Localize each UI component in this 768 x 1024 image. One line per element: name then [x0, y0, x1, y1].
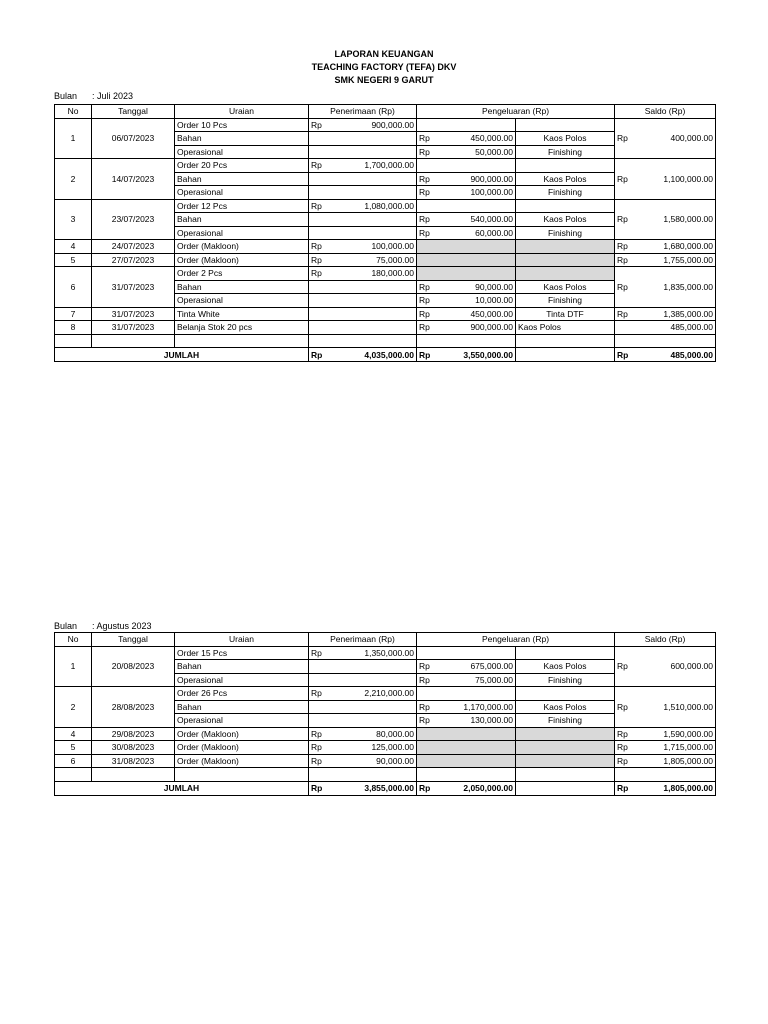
col-uraian: Uraian: [175, 633, 309, 647]
rp-label: Rp: [419, 674, 430, 685]
total-pengeluaran: [417, 781, 516, 795]
row-uraian: Belanja Stok 20 pcs: [175, 321, 309, 335]
amount: 1,715,000.00: [663, 742, 714, 753]
row-saldo: [615, 199, 716, 240]
row-pengeluaran: [417, 226, 516, 240]
total-saldo: [615, 348, 716, 362]
amount: 1,590,000.00: [663, 728, 714, 739]
row-saldo: [615, 253, 716, 267]
amount: 130,000.00: [470, 715, 513, 726]
blank-row: [55, 334, 716, 348]
row-pengeluaran: [417, 321, 516, 335]
rp-label: Rp: [311, 268, 322, 279]
row-note: Kaos Polos: [516, 321, 615, 335]
row-pengeluaran: [417, 673, 516, 687]
row-pengeluaran: [417, 714, 516, 728]
row-no: 8: [55, 321, 92, 335]
row-uraian: Order 2 Pcs: [175, 267, 309, 281]
amount: 900,000.00: [470, 173, 513, 184]
total-row: [55, 348, 716, 362]
rp-label: Rp: [617, 742, 628, 753]
row-no: 2: [55, 687, 92, 728]
amount: 1,805,000.00: [663, 755, 714, 766]
amount: 50,000.00: [475, 146, 513, 157]
amount: 1,580,000.00: [663, 214, 714, 225]
rp-label: Rp: [419, 295, 430, 306]
amount: 1,385,000.00: [663, 308, 714, 319]
row-note: Kaos Polos: [516, 132, 615, 146]
row-note: Kaos Polos: [516, 280, 615, 294]
amount: 1,100,000.00: [663, 173, 714, 184]
row-penerimaan: [309, 199, 417, 213]
amount: 900,000.00: [371, 119, 414, 130]
row-no: 6: [55, 754, 92, 768]
row-no: 7: [55, 307, 92, 321]
amount: 4,035,000.00: [364, 349, 414, 360]
amount: 180,000.00: [371, 268, 414, 279]
row-date: 20/08/2023: [92, 646, 175, 687]
rp-label: Rp: [419, 173, 430, 184]
table-row: [55, 240, 716, 254]
row-uraian: Order (Makloon): [175, 240, 309, 254]
row-date: 27/07/2023: [92, 253, 175, 267]
amount: 1,680,000.00: [663, 241, 714, 252]
row-date: 31/07/2023: [92, 321, 175, 335]
row-uraian: Bahan: [175, 132, 309, 146]
rp-label: Rp: [419, 661, 430, 672]
amount: 900,000.00: [470, 322, 513, 333]
row-date: 06/07/2023: [92, 118, 175, 159]
rp-label: Rp: [419, 783, 431, 793]
table-row: [55, 646, 716, 660]
row-no: 3: [55, 199, 92, 240]
amount: 125,000.00: [371, 742, 414, 753]
month-value: : Agustus 2023: [92, 621, 152, 631]
report-title: LAPORAN KEUANGAN: [334, 49, 434, 59]
amount: 1,510,000.00: [663, 701, 714, 712]
row-pengeluaran: [417, 145, 516, 159]
row-note: Kaos Polos: [516, 660, 615, 674]
rp-label: Rp: [311, 728, 322, 739]
amount: 10,000.00: [475, 295, 513, 306]
august-report-table: [54, 632, 716, 796]
row-uraian: Operasional: [175, 714, 309, 728]
row-uraian: Bahan: [175, 280, 309, 294]
rp-label: Rp: [617, 281, 628, 292]
rp-label: Rp: [419, 715, 430, 726]
table-row: [55, 321, 716, 335]
rp-label: Rp: [617, 661, 628, 672]
rp-label: Rp: [311, 200, 322, 211]
rp-label: Rp: [311, 349, 323, 360]
amount: 1,805,000.00: [663, 783, 714, 793]
total-row: [55, 781, 716, 795]
rp-label: Rp: [617, 241, 628, 252]
row-note: Kaos Polos: [516, 213, 615, 227]
total-label: JUMLAH: [55, 781, 309, 795]
amount: 540,000.00: [470, 214, 513, 225]
table-row: [55, 741, 716, 755]
col-pengeluaran: Pengeluaran (Rp): [417, 633, 615, 647]
month-value: : Juli 2023: [92, 91, 134, 101]
amount: 60,000.00: [475, 227, 513, 238]
row-saldo: [615, 727, 716, 741]
row-no: 2: [55, 159, 92, 200]
rp-label: Rp: [419, 308, 430, 319]
row-penerimaan: [309, 253, 417, 267]
rp-label: Rp: [311, 742, 322, 753]
row-saldo: [615, 754, 716, 768]
row-uraian: Order (Makloon): [175, 727, 309, 741]
total-penerimaan: [309, 781, 417, 795]
rp-label: Rp: [311, 254, 322, 265]
row-penerimaan: [309, 727, 417, 741]
row-note: Finishing: [516, 226, 615, 240]
total-pengeluaran: [417, 348, 516, 362]
school-name: SMK NEGERI 9 GARUT: [334, 75, 434, 85]
row-date: 31/07/2023: [92, 307, 175, 321]
row-date: 31/08/2023: [92, 754, 175, 768]
rp-label: Rp: [419, 214, 430, 225]
row-no: 4: [55, 240, 92, 254]
rp-label: Rp: [419, 187, 430, 198]
col-pengeluaran: Pengeluaran (Rp): [417, 105, 615, 119]
row-saldo: [615, 646, 716, 687]
amount: 2,050,000.00: [463, 783, 513, 793]
row-uraian: Order (Makloon): [175, 253, 309, 267]
col-no: No: [55, 105, 92, 119]
row-uraian: Order 10 Pcs: [175, 118, 309, 132]
row-note: Kaos Polos: [516, 700, 615, 714]
amount: 1,350,000.00: [364, 647, 414, 658]
amount: 1,700,000.00: [364, 160, 414, 171]
rp-label: Rp: [617, 133, 628, 144]
row-date: 23/07/2023: [92, 199, 175, 240]
july-report-table: [54, 104, 716, 362]
row-uraian: Bahan: [175, 172, 309, 186]
row-pengeluaran: [417, 186, 516, 200]
rp-label: Rp: [419, 701, 430, 712]
row-uraian: Bahan: [175, 700, 309, 714]
rp-label: Rp: [419, 146, 430, 157]
row-no: 1: [55, 118, 92, 159]
row-penerimaan: [309, 240, 417, 254]
row-uraian: Operasional: [175, 226, 309, 240]
amount: 1,755,000.00: [663, 254, 714, 265]
row-uraian: Operasional: [175, 145, 309, 159]
amount: 90,000.00: [475, 281, 513, 292]
row-penerimaan: [309, 646, 417, 660]
amount: 485,000.00: [670, 349, 714, 360]
total-label: JUMLAH: [55, 348, 309, 362]
amount: 3,550,000.00: [463, 349, 513, 360]
rp-label: Rp: [617, 783, 629, 793]
col-saldo: Saldo (Rp): [615, 105, 716, 119]
row-pengeluaran: [417, 700, 516, 714]
row-penerimaan: [309, 754, 417, 768]
col-saldo: Saldo (Rp): [615, 633, 716, 647]
row-date: 30/08/2023: [92, 741, 175, 755]
row-uraian: Tinta White: [175, 307, 309, 321]
row-no: 5: [55, 741, 92, 755]
july-month-label: [54, 90, 133, 102]
col-no: No: [55, 633, 92, 647]
row-saldo: [615, 687, 716, 728]
row-uraian: Operasional: [175, 186, 309, 200]
table-header-row: [55, 105, 716, 119]
col-tanggal: Tanggal: [92, 105, 175, 119]
rp-label: Rp: [311, 783, 323, 793]
amount: 1,080,000.00: [364, 200, 414, 211]
month-label: Bulan: [54, 91, 78, 101]
table-row: [55, 307, 716, 321]
row-pengeluaran: [417, 307, 516, 321]
rp-label: Rp: [617, 728, 628, 739]
row-no: 6: [55, 267, 92, 308]
total-saldo: [615, 781, 716, 795]
report-subtitle: TEACHING FACTORY (TEFA) DKV: [311, 62, 457, 72]
row-uraian: Order (Makloon): [175, 754, 309, 768]
august-month-label: [54, 620, 152, 632]
rp-label: Rp: [419, 133, 430, 144]
rp-label: Rp: [617, 173, 628, 184]
row-date: 24/07/2023: [92, 240, 175, 254]
row-uraian: Bahan: [175, 213, 309, 227]
row-no: 5: [55, 253, 92, 267]
row-pengeluaran: [417, 294, 516, 308]
rp-label: Rp: [311, 647, 322, 658]
rp-label: Rp: [311, 241, 322, 252]
amount: 675,000.00: [470, 661, 513, 672]
row-saldo: [615, 307, 716, 321]
amount: 75,000.00: [475, 674, 513, 685]
row-pengeluaran: [417, 660, 516, 674]
amount: 100,000.00: [371, 241, 414, 252]
row-pengeluaran: [417, 132, 516, 146]
table-row: [55, 253, 716, 267]
table-row: [55, 159, 716, 173]
rp-label: Rp: [617, 755, 628, 766]
amount: 450,000.00: [470, 308, 513, 319]
amount: 600,000.00: [670, 661, 714, 672]
col-tanggal: Tanggal: [92, 633, 175, 647]
amount: 3,855,000.00: [364, 783, 414, 793]
amount: 75,000.00: [376, 254, 414, 265]
row-pengeluaran: [417, 172, 516, 186]
row-no: 1: [55, 646, 92, 687]
amount: 450,000.00: [470, 133, 513, 144]
row-date: 31/07/2023: [92, 267, 175, 308]
row-pengeluaran: [417, 213, 516, 227]
row-note: Kaos Polos: [516, 172, 615, 186]
rp-label: Rp: [617, 308, 628, 319]
row-uraian: Bahan: [175, 660, 309, 674]
row-uraian: Order 26 Pcs: [175, 687, 309, 701]
row-uraian: Order (Makloon): [175, 741, 309, 755]
rp-label: Rp: [617, 214, 628, 225]
row-penerimaan: [309, 118, 417, 132]
amount: 100,000.00: [470, 187, 513, 198]
rp-label: Rp: [311, 755, 322, 766]
amount: 2,210,000.00: [364, 688, 414, 699]
rp-label: Rp: [617, 349, 629, 360]
row-saldo: [615, 118, 716, 159]
table-header-row: [55, 633, 716, 647]
row-penerimaan: [309, 159, 417, 173]
row-uraian: Order 20 Pcs: [175, 159, 309, 173]
amount: 80,000.00: [376, 728, 414, 739]
row-uraian: Order 12 Pcs: [175, 199, 309, 213]
table-row: [55, 199, 716, 213]
row-date: 29/08/2023: [92, 727, 175, 741]
table-row: [55, 118, 716, 132]
row-date: 28/08/2023: [92, 687, 175, 728]
amount: 1,170,000.00: [463, 701, 513, 712]
row-penerimaan: [309, 267, 417, 281]
row-note: Tinta DTF: [516, 307, 615, 321]
table-row: [55, 727, 716, 741]
row-no: 4: [55, 727, 92, 741]
blank-row: [55, 768, 716, 782]
table-row: [55, 267, 716, 281]
month-label: Bulan: [54, 621, 78, 631]
rp-label: Rp: [311, 688, 322, 699]
col-penerimaan: Penerimaan (Rp): [309, 633, 417, 647]
table-row: [55, 687, 716, 701]
row-penerimaan: [309, 687, 417, 701]
row-saldo: [615, 240, 716, 254]
row-saldo: [615, 267, 716, 308]
row-uraian: Operasional: [175, 294, 309, 308]
amount: 1,835,000.00: [663, 281, 714, 292]
row-date: 14/07/2023: [92, 159, 175, 200]
row-saldo: 485,000.00: [615, 321, 716, 335]
row-pengeluaran: [417, 280, 516, 294]
row-note: Finishing: [516, 294, 615, 308]
row-saldo: [615, 159, 716, 200]
rp-label: Rp: [419, 322, 430, 333]
row-uraian: Order 15 Pcs: [175, 646, 309, 660]
row-note: Finishing: [516, 673, 615, 687]
table-row: [55, 754, 716, 768]
rp-label: Rp: [419, 227, 430, 238]
rp-label: Rp: [617, 701, 628, 712]
row-note: Finishing: [516, 714, 615, 728]
row-penerimaan: [309, 741, 417, 755]
total-penerimaan: [309, 348, 417, 362]
row-saldo: [615, 741, 716, 755]
amount: 400,000.00: [670, 133, 714, 144]
rp-label: Rp: [617, 254, 628, 265]
rp-label: Rp: [311, 119, 322, 130]
row-note: Finishing: [516, 145, 615, 159]
col-penerimaan: Penerimaan (Rp): [309, 105, 417, 119]
amount: 90,000.00: [376, 755, 414, 766]
rp-label: Rp: [419, 281, 430, 292]
col-uraian: Uraian: [175, 105, 309, 119]
row-uraian: Operasional: [175, 673, 309, 687]
row-note: Finishing: [516, 186, 615, 200]
rp-label: Rp: [419, 349, 431, 360]
rp-label: Rp: [311, 160, 322, 171]
